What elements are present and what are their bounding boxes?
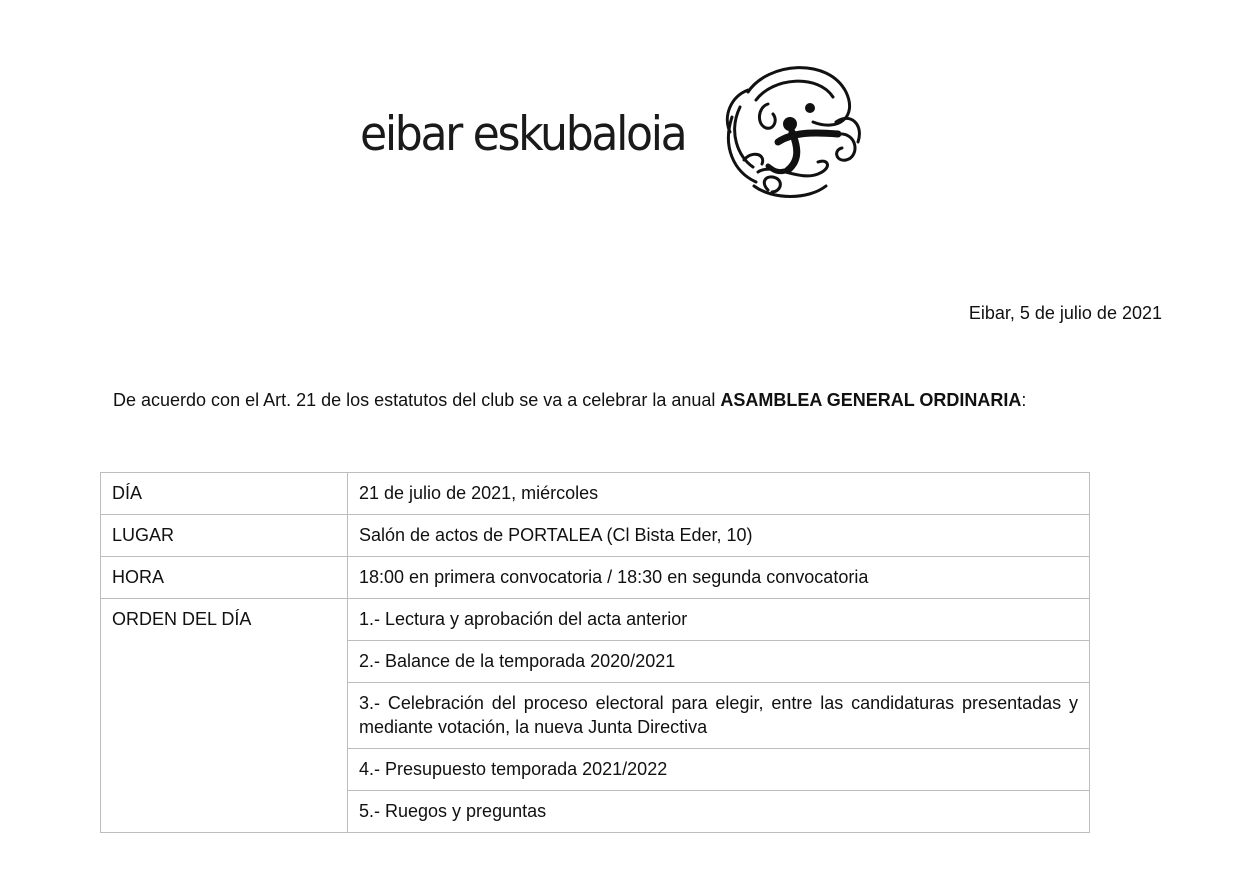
- agenda-item: 2.- Balance de la temporada 2020/2021: [348, 641, 1090, 683]
- letterhead: [360, 62, 880, 202]
- table-row: [101, 557, 1090, 599]
- row-value-day: 21 de julio de 2021, miércoles: [348, 473, 1090, 515]
- assembly-details-table: [100, 472, 1090, 833]
- assembly-name: ASAMBLEA GENERAL ORDINARIA: [720, 390, 1022, 410]
- agenda-item: 1.- Lectura y aprobación del acta anterior: [348, 599, 1090, 641]
- table-row: [101, 515, 1090, 557]
- row-label-time: HORA: [101, 557, 348, 599]
- row-value-place: Salón de actos de PORTALEA (Cl Bista Eder, 10): [348, 515, 1090, 557]
- intro-paragraph: [113, 386, 1163, 414]
- agenda-item: 3.- Celebración del proceso electoral para elegir, entre las candidaturas presentadas y mediante votación, la nueva Junta Directiva: [348, 683, 1090, 749]
- table-row: [101, 599, 1090, 641]
- handball-player-logo-icon: [718, 62, 866, 202]
- intro-colon: :: [1021, 390, 1027, 410]
- row-label-place: LUGAR: [101, 515, 348, 557]
- intro-text: De acuerdo con el Art. 21 de los estatutos del club se va a celebrar la anual: [113, 390, 721, 410]
- document-date: Eibar, 5 de julio de 2021: [968, 303, 1162, 323]
- agenda-item: 5.- Ruegos y preguntas: [348, 791, 1090, 833]
- row-value-time: 18:00 en primera convocatoria / 18:30 en segunda convocatoria: [348, 557, 1090, 599]
- club-name-logo-text: eibar eskubaloia: [360, 107, 686, 162]
- agenda-item: 4.- Presupuesto temporada 2021/2022: [348, 749, 1090, 791]
- row-label-day: DÍA: [101, 473, 348, 515]
- row-label-agenda: ORDEN DEL DÍA: [101, 599, 348, 833]
- table-row: [101, 473, 1090, 515]
